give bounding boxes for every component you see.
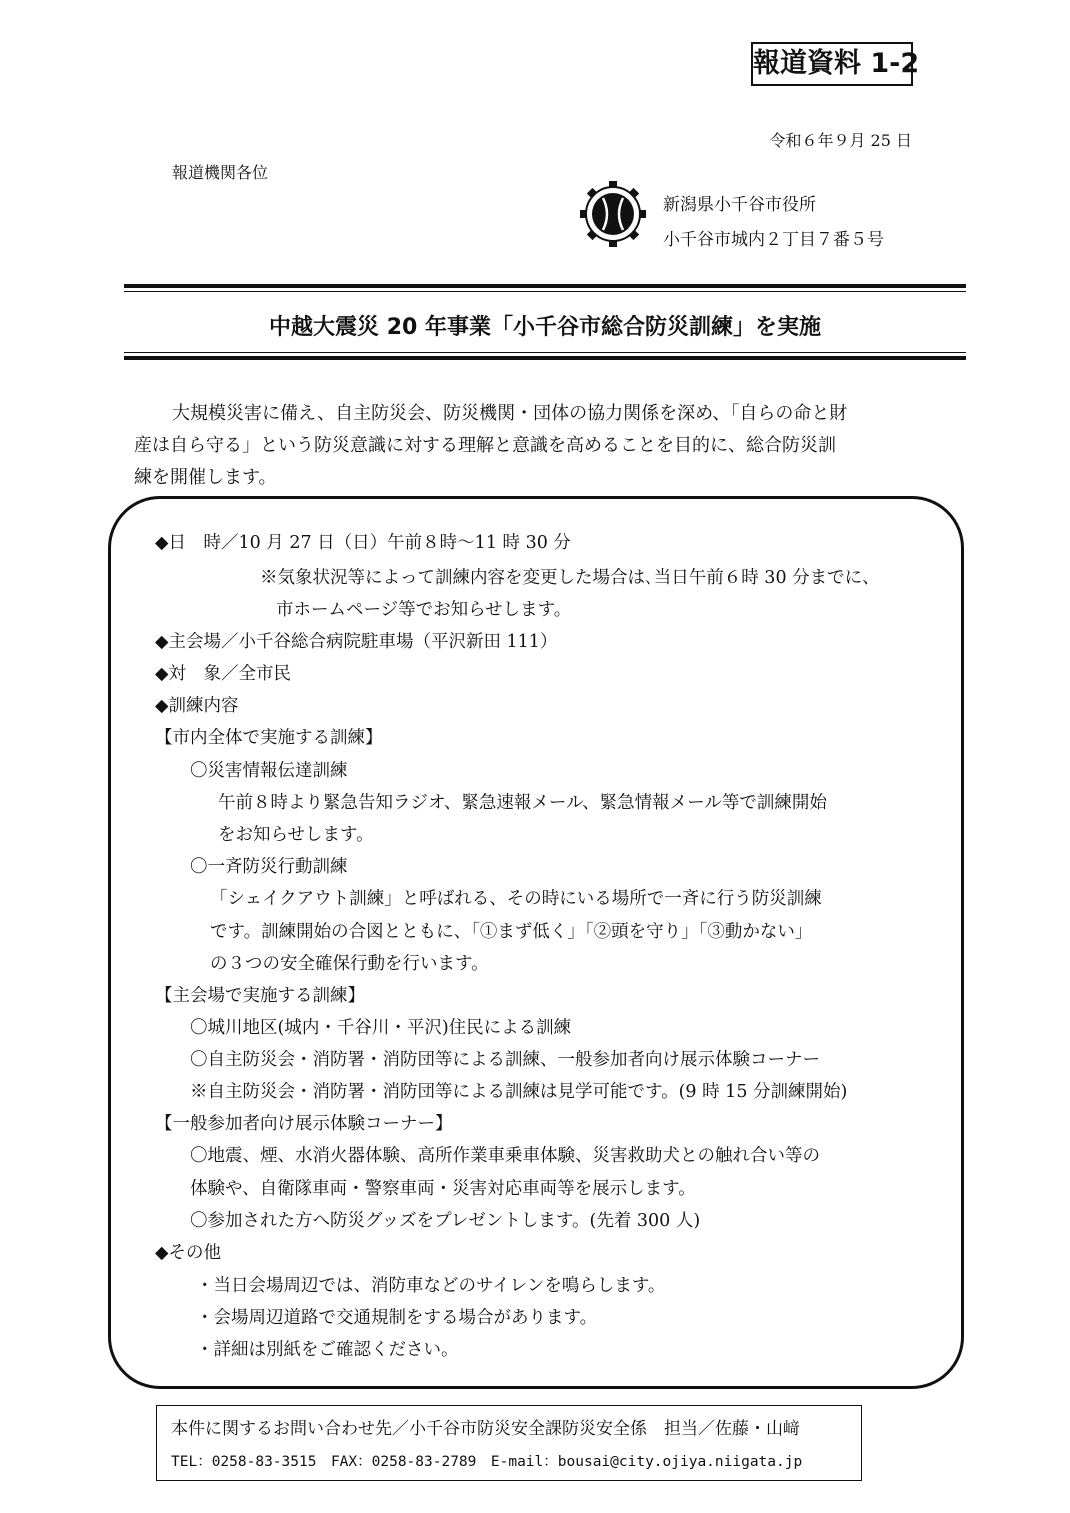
issuer-address: 小千谷市城内２丁目７番５号	[663, 230, 884, 250]
issuer-name: 新潟県小千谷市役所	[663, 195, 816, 215]
intro-line: 大規模災害に備え、自主防災会、防災機関・団体の協力関係を深め、「自らの命と財	[172, 403, 848, 424]
title-rule-top	[124, 284, 966, 288]
detail-weather-note: ※気象状況等によって訓練内容を変更した場合は､当日午前６時 30 分までに、	[260, 568, 880, 588]
title-rule-bottom-thin	[124, 352, 966, 353]
other-attachment: ・詳細は別紙をご確認ください。	[196, 1340, 459, 1360]
item-info-drill-desc: 午前８時より緊急告知ラジオ、緊急速報メール、緊急情報メール等で訓練開始	[218, 793, 827, 813]
item-exhibit-experience: 〇地震、煙、水消火器体験、高所作業車乗車体験、災害救助犬との触れ合い等の	[190, 1146, 820, 1166]
intro-line: 産は自ら守る」という防災意識に対する理解と意識を高めることを目的に、総合防災訓	[134, 435, 836, 456]
intro-line: 練を開催します。	[134, 467, 277, 488]
item-shakeout-desc: 「シェイクアウト訓練」と呼ばれる、その時にいる場所で一斉に行う防災訓練	[210, 889, 822, 909]
item-shakeout: 〇一斉防災行動訓練	[190, 857, 348, 877]
item-shakeout-desc-cont: です。訓練開始の合図とともに、「①まず低く」「②頭を守り」「③動かない」	[210, 922, 813, 942]
intro-paragraph	[134, 398, 934, 494]
item-agency-drill: 〇自主防災会・消防署・消防団等による訓練、一般参加者向け展示体験コーナー	[190, 1050, 820, 1070]
item-residents-drill: 〇城川地区(城内・千谷川・平沢)住民による訓練	[190, 1018, 572, 1038]
city-emblem-icon	[579, 180, 647, 248]
detail-other-heading: ◆その他	[155, 1243, 221, 1263]
contact-department: 本件に関するお問い合わせ先／小千谷市防災安全課防災安全係 担当／佐藤・山﨑	[171, 1419, 800, 1439]
detail-weather-note-cont: 市ホームページ等でお知らせします。	[276, 600, 572, 620]
other-siren: ・当日会場周辺では、消防車などのサイレンを鳴らします。	[196, 1276, 666, 1296]
contact-phone-email: TEL：0258-83-3515 FAX：0258-83-2789 E-mail：bousai@city.ojiya.niigata.jp	[171, 1454, 803, 1470]
section-exhibit: 【一般参加者向け展示体験コーナー】	[155, 1114, 453, 1134]
item-info-drill-desc-cont: をお知らせします。	[218, 825, 374, 845]
addressee: 報道機関各位	[172, 163, 269, 182]
contact-box	[156, 1405, 862, 1481]
detail-training-heading: ◆訓練内容	[155, 696, 239, 716]
issue-date: 令和６年９月 25 日	[769, 131, 912, 150]
item-shakeout-desc-cont2: の３つの安全確保行動を行います。	[210, 954, 489, 974]
page-title: 中越大震災 20 年事業「小千谷市総合防災訓練」を実施	[269, 315, 821, 340]
detail-datetime: ◆日 時／10 月 27 日（日）午前８時～11 時 30 分	[155, 533, 571, 553]
title-rule-bottom	[124, 356, 966, 360]
title-rule-top-thin	[124, 291, 966, 292]
document-label: 報道資料 1-2	[751, 42, 913, 86]
item-exhibit-experience-cont: 体験や、自衛隊車両・警察車両・災害対応車両等を展示します。	[190, 1179, 696, 1199]
other-traffic: ・会場周辺道路で交通規制をする場合があります。	[196, 1308, 598, 1328]
item-info-drill: 〇災害情報伝達訓練	[190, 761, 348, 781]
section-main-venue: 【主会場で実施する訓練】	[155, 986, 365, 1006]
detail-target: ◆対 象／全市民	[155, 664, 291, 684]
item-gift: 〇参加された方へ防災グッズをプレゼントします。(先着 300 人)	[190, 1211, 701, 1231]
section-citywide: 【市内全体で実施する訓練】	[155, 728, 383, 748]
detail-venue: ◆主会場／小千谷総合病院駐車場（平沢新田 111）	[155, 632, 558, 652]
item-agency-drill-note: ※自主防災会・消防署・消防団等による訓練は見学可能です。(9 時 15 分訓練開始)	[190, 1082, 848, 1102]
